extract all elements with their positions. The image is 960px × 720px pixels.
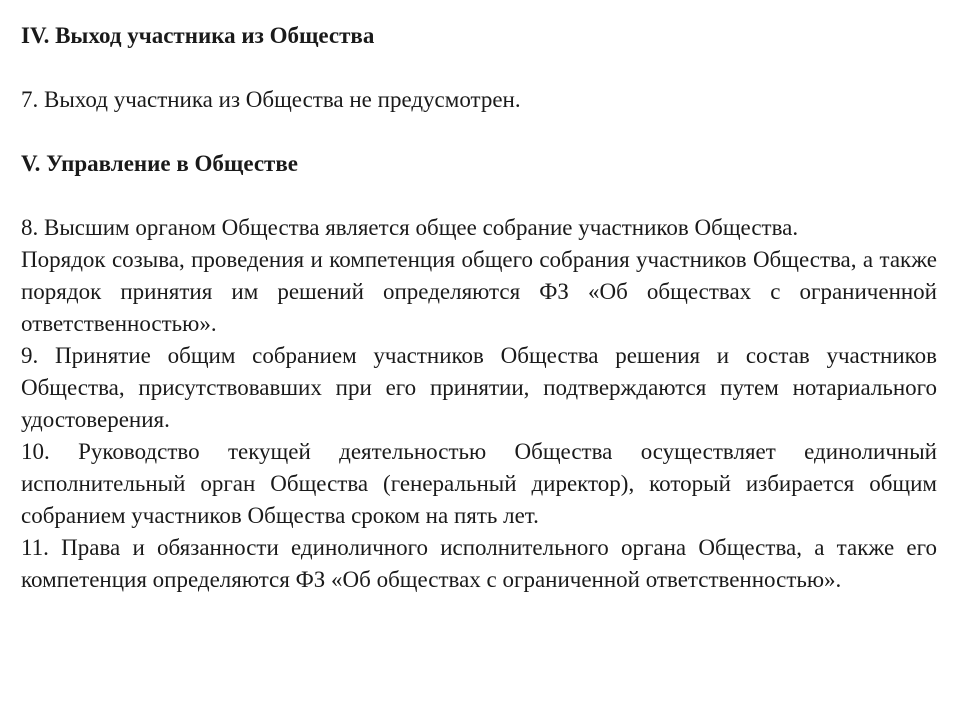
paragraph-7: 7. Выход участника из Общества не предусмотрен.: [21, 87, 521, 112]
spacer: [21, 52, 937, 84]
section-heading-management: V. Управление в Обществе: [21, 151, 298, 176]
spacer: [21, 116, 937, 148]
paragraph-11: 11. Права и обязанности единоличного исполнительного органа Общества, а также его компетенция определяются ФЗ «Об обществах с ограниченной ответственностью».: [21, 535, 937, 592]
paragraph-9: 9. Принятие общим собранием участников Общества решения и состав участников Общества, присутствовавших при его принятии, подтверждаются путем нотариального удостоверения.: [21, 343, 937, 432]
paragraph-8-continued: Порядок созыва, проведения и компетенция общего собрания участников Общества, а также порядок принятия им решений определяются ФЗ «Об обществах с ограниченной ответственностью».: [21, 247, 937, 336]
paragraph-10: 10. Руководство текущей деятельностью Общества осуществляет единоличный исполнительный орган Общества (генеральный директор), который избирается общим собранием участников Общества сроком на пять лет.: [21, 439, 937, 528]
paragraph-8: 8. Высшим органом Общества является общее собрание участников Общества.: [21, 215, 799, 240]
document-page: [21, 20, 937, 596]
spacer: [21, 180, 937, 212]
section-heading-exit: IV. Выход участника из Общества: [21, 23, 375, 48]
